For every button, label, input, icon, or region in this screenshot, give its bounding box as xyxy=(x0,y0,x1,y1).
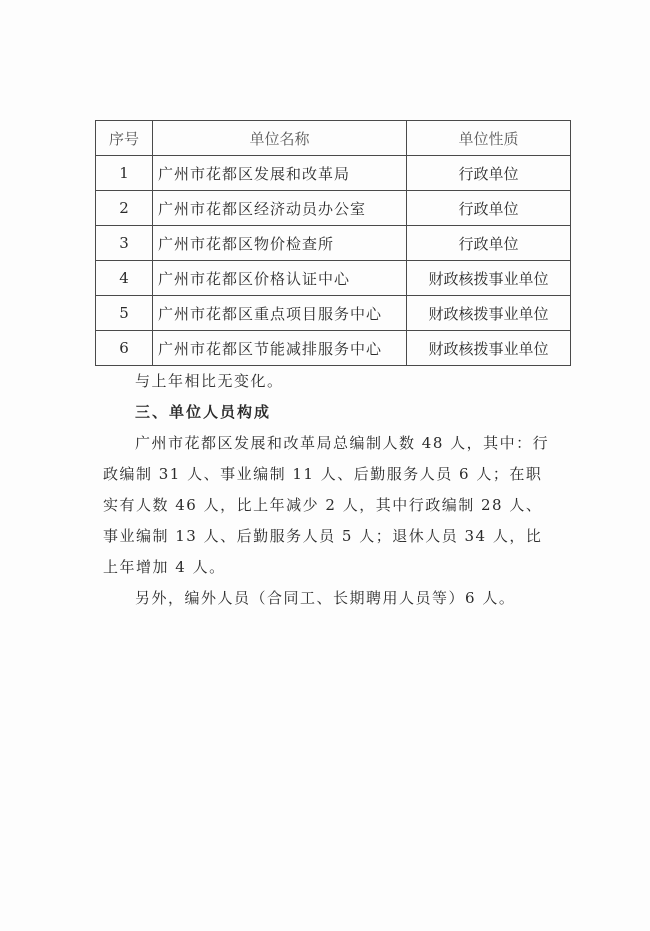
header-serial: 序号 xyxy=(96,121,153,156)
row-unit-name: 广州市花都区发展和改革局 xyxy=(153,156,407,191)
header-unit-type: 单位性质 xyxy=(407,121,571,156)
row-serial: 3 xyxy=(96,226,153,261)
unit-table xyxy=(95,120,571,366)
row-unit-name: 广州市花都区价格认证中心 xyxy=(153,261,407,296)
table-row xyxy=(96,296,571,331)
table-row xyxy=(96,261,571,296)
row-serial: 1 xyxy=(96,156,153,191)
row-unit-type: 行政单位 xyxy=(407,191,571,226)
row-unit-type: 行政单位 xyxy=(407,156,571,191)
row-unit-type: 财政核拨事业单位 xyxy=(407,296,571,331)
table-row xyxy=(96,191,571,226)
row-serial: 4 xyxy=(96,261,153,296)
row-serial: 5 xyxy=(96,296,153,331)
table-row xyxy=(96,331,571,366)
header-unit-name: 单位名称 xyxy=(153,121,407,156)
row-unit-type: 行政单位 xyxy=(407,226,571,261)
table-row xyxy=(96,156,571,191)
row-serial: 2 xyxy=(96,191,153,226)
row-unit-type: 财政核拨事业单位 xyxy=(407,331,571,366)
row-unit-name: 广州市花都区节能减排服务中心 xyxy=(153,331,407,366)
row-unit-name: 广州市花都区物价检查所 xyxy=(153,226,407,261)
table-header-row xyxy=(96,121,571,156)
row-unit-type: 财政核拨事业单位 xyxy=(407,261,571,296)
row-unit-name: 广州市花都区重点项目服务中心 xyxy=(153,296,407,331)
no-change-paragraph: 与上年相比无变化。 xyxy=(135,372,284,390)
row-serial: 6 xyxy=(96,331,153,366)
row-unit-name: 广州市花都区经济动员办公室 xyxy=(153,191,407,226)
body-text xyxy=(103,366,555,614)
staff-paragraph: 广州市花都区发展和改革局总编制人数 48 人，其中：行政编制 31 人、事业编制 11 人、后勤服务人员 6 人；在职实有人数 46 人，比上年减少 2 人，其中行政编制 28 人、事业编制 13 人、后勤服务人员 5 人；退休人员 34 人，比上年增加 4 人。 xyxy=(103,434,550,576)
extra-staff-paragraph: 另外，编外人员（合同工、长期聘用人员等）6 人。 xyxy=(135,589,516,607)
section-heading: 三、单位人员构成 xyxy=(135,403,272,421)
table-row xyxy=(96,226,571,261)
